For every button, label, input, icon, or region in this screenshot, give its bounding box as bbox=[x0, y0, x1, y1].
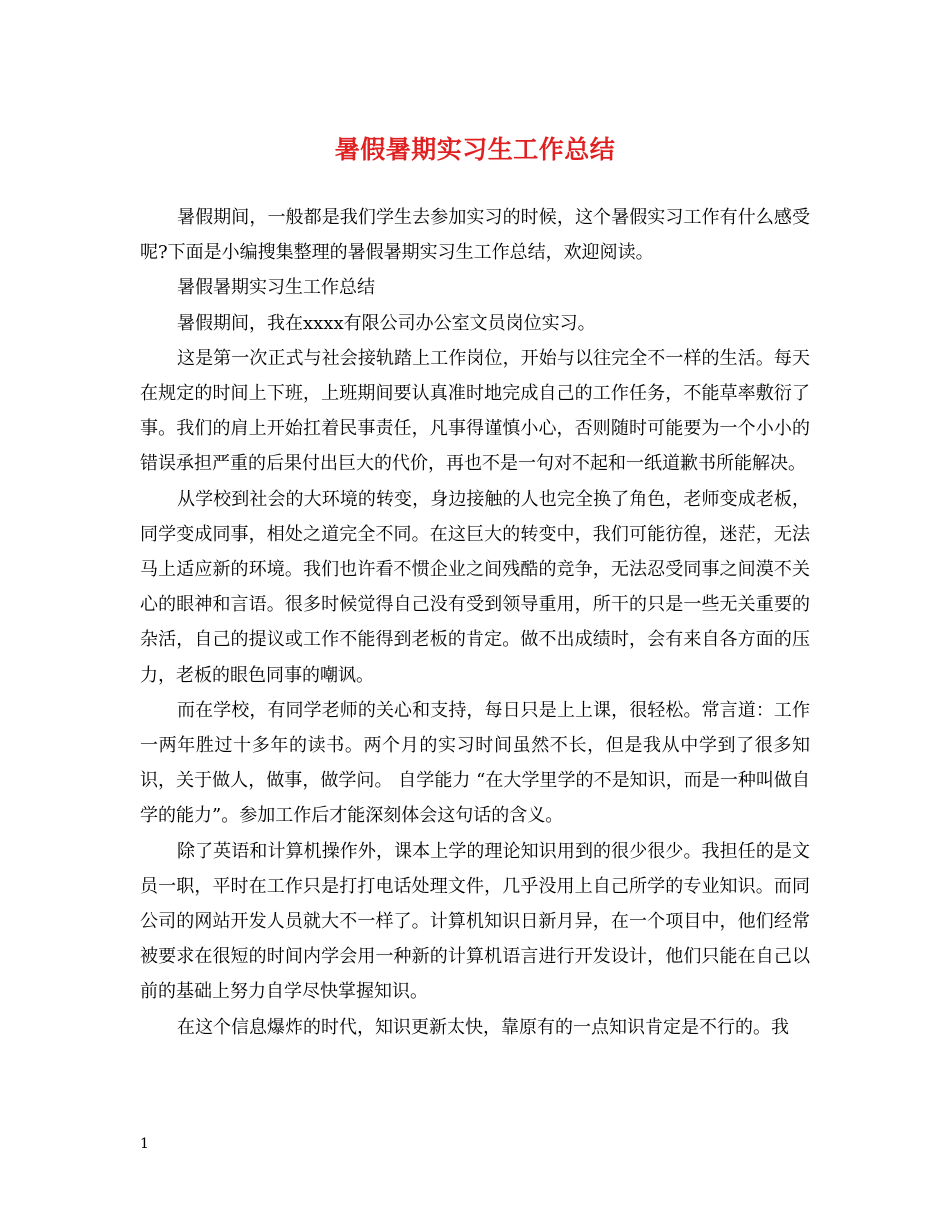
paragraph-internship-position: 暑假期间，我在xxxx有限公司办公室文员岗位实习。 bbox=[177, 312, 596, 334]
paragraph-first-job: 这是第一次正式与社会接轨踏上工作岗位，开始与以往完全不一样的生活。每天在规定的时间上下班，上班期间要认真准时地完成自己的工作任务，不能草率敷衍了事。我们的肩上开始扛着民事责任，凡事得谨慎小心，否则随时可能要为一个小小的错误承担严重的后果付出巨大的代价，再也不是一句对不起和一纸道歉书所能解决。 bbox=[140, 347, 810, 475]
page-number: 1 bbox=[140, 1136, 149, 1152]
document-title: 暑假暑期实习生工作总结 bbox=[334, 135, 616, 164]
paragraph-intro: 暑假期间，一般都是我们学生去参加实习的时候，这个暑假实习工作有什么感受呢?下面是小编搜集整理的暑假暑期实习生工作总结，欢迎阅读。 bbox=[140, 207, 810, 264]
paragraph-school-comparison: 而在学校，有同学老师的关心和支持，每日只是上上课，很轻松。常言道：工作一两年胜过十多年的读书。两个月的实习时间虽然不长，但是我从中学到了很多知识，关于做人，做事，做学问。 自学能力 “在大学里学的不是知识，而是一种叫做自学的能力”。参加工作后才能深刻体会这句话的含义。 bbox=[140, 699, 810, 827]
paragraph-information-age: 在这个信息爆炸的时代，知识更新太快，靠原有的一点知识肯定是不行的。我 bbox=[177, 1016, 789, 1038]
paragraph-environment-change: 从学校到社会的大环境的转变，身边接触的人也完全换了角色，老师变成老板，同学变成同事，相处之道完全不同。在这巨大的转变中，我们可能彷徨，迷茫，无法马上适应新的环境。我们也许看不惯企业之间残酷的竞争，无法忍受同事之间漠不关心的眼神和言语。很多时候觉得自己没有受到领导重用，所干的只是一些无关重要的杂活，自己的提议或工作不能得到老板的肯定。做不出成绩时，会有来自各方面的压力，老板的眼色同事的嘲讽。 bbox=[140, 488, 810, 686]
paragraph-knowledge-usage: 除了英语和计算机操作外，课本上学的理论知识用到的很少很少。我担任的是文员一职，平时在工作只是打打电话处理文件，几乎没用上自己所学的专业知识。而同公司的网站开发人员就大不一样了。计算机知识日新月异，在一个项目中，他们经常被要求在很短的时间内学会用一种新的计算机语言进行开发设计，他们只能在自己以前的基础上努力自学尽快掌握知识。 bbox=[140, 840, 810, 1003]
document-body bbox=[140, 200, 810, 1045]
paragraph-subtitle: 暑假暑期实习生工作总结 bbox=[177, 277, 375, 299]
